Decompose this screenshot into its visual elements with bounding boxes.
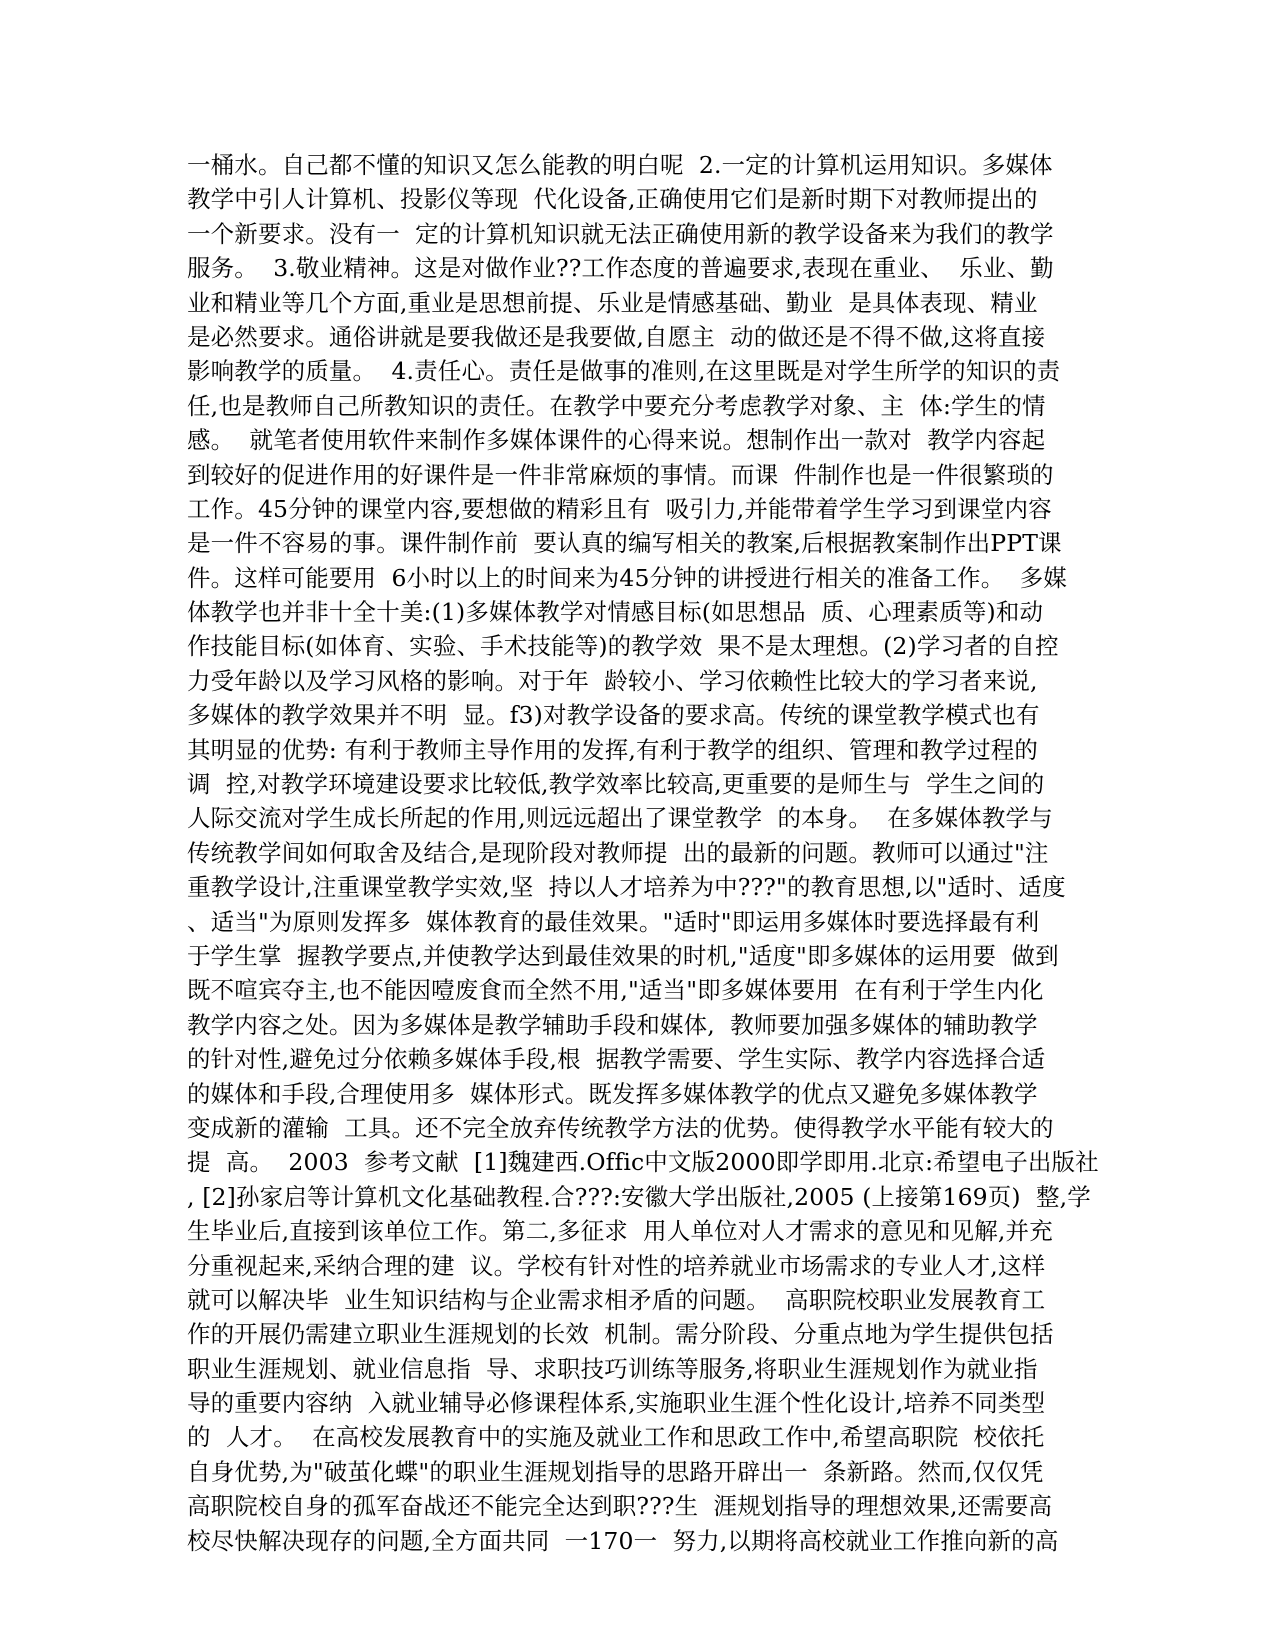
text-line: 感。 就笔者使用软件来制作多媒体课件的心得来说。想制作出一款对 教学内容起 (187, 426, 1046, 455)
text-line: 就可以解决毕 业生知识结构与企业需求相矛盾的问题。 高职院校职业发展教育工 (187, 1285, 1046, 1314)
text-line: 分重视起来,采纳合理的建 议。学校有针对性的培养就业市场需求的专业人才,这样 (187, 1251, 1046, 1280)
text-line: 的 人才。 在高校发展教育中的实施及就业工作和思政工作中,希望高职院 校依托 (187, 1423, 1045, 1452)
text-line: 影响教学的质量。 4.责任心。责任是做事的准则,在这里既是对学生所学的知识的责 (187, 357, 1061, 386)
text-line: , [2]孙家启等计算机文化基础教程.合???:安徽大学出版社,2005 (上接第169页) 整,学 (187, 1182, 1091, 1211)
text-line: 、适当"为原则发挥多 媒体教育的最佳效果。"适时"即运用多媒体时要选择最有利 (187, 907, 1040, 936)
text-line: 业和精业等几个方面,重业是思想前提、乐业是情感基础、勤业 是具体表现、精业 (187, 288, 1038, 317)
text-line: 教学内容之处。因为多媒体是教学辅助手段和媒体, 教师要加强多媒体的辅助教学 (187, 1010, 1038, 1039)
text-line: 高职院校自身的孤军奋战还不能完全达到职???生 涯规划指导的理想效果,还需要高 (187, 1492, 1053, 1521)
text-line: 调 控,对教学环境建设要求比较低,教学效率比较高,更重要的是师生与 学生之间的 (187, 770, 1045, 799)
text-line: 变成新的灌输 工具。还不完全放弃传统教学方法的优势。使得教学水平能有较大的 (187, 1113, 1054, 1142)
text-line: 职业生涯规划、就业信息指 导、求职技巧训练等服务,将职业生涯规划作为就业指 (187, 1354, 1038, 1383)
text-line: 工作。45分钟的课堂内容,要想做的精彩且有 吸引力,并能带着学生学习到课堂内容 (187, 494, 1052, 523)
text-line: 到较好的促进作用的好课件是一件非常麻烦的事情。而课 件制作也是一件很繁琐的 (187, 460, 1054, 489)
text-line: 导的重要内容纳 入就业辅导必修课程体系,实施职业生涯个性化设计,培养不同类型 (187, 1389, 1046, 1418)
text-line: 人际交流对学生成长所起的作用,则远远超出了课堂教学 的本身。 在多媒体教学与 (187, 804, 1053, 833)
text-line: 作技能目标(如体育、实验、手术技能等)的教学效 果不是太理想。(2)学习者的自控 (187, 632, 1059, 661)
text-line: 教学中引人计算机、投影仪等现 代化设备,正确使用它们是新时期下对教师提出的 (187, 185, 1038, 214)
text-line: 件。这样可能要用 6小时以上的时间来为45分钟的讲授进行相关的准备工作。 多媒 (187, 563, 1067, 592)
body-text (187, 148, 1099, 1558)
text-line: 重教学设计,注重课堂教学实效,坚 持以人才培养为中???"的教育思想,以"适时、适度 (187, 873, 1066, 902)
text-line: 其明显的优势: 有利于教师主导作用的发挥,有利于教学的组织、管理和教学过程的 (187, 735, 1039, 764)
text-line: 体教学也并非十全十美:(1)多媒体教学对情感目标(如思想品 质、心理素质等)和动 (187, 598, 1044, 627)
text-line: 自身优势,为"破茧化蝶"的职业生涯规划指导的思路开辟出一 条新路。然而,仅仅凭 (187, 1457, 1044, 1486)
text-line: 于学生掌 握教学要点,并使教学达到最佳效果的时机,"适度"即多媒体的运用要 做到 (187, 941, 1059, 970)
text-line: 的针对性,避免过分依赖多媒体手段,根 据教学需要、学生实际、教学内容选择合适 (187, 1045, 1046, 1074)
text-line: 既不喧宾夺主,也不能因噎废食而全然不用,"适当"即多媒体要用 在有利于学生内化 (187, 976, 1044, 1005)
text-line: 力受年龄以及学习风格的影响。对于年 龄较小、学习依赖性比较大的学习者来说, (187, 666, 1038, 695)
text-line: 是必然要求。通俗讲就是要我做还是我要做,自愿主 动的做还是不得不做,这将直接 (187, 322, 1046, 351)
text-line: 传统教学间如何取舍及结合,是现阶段对教师提 出的最新的问题。教师可以通过"注 (187, 838, 1049, 867)
text-line: 提 高。 2003 参考文献 [1]魏建西.Offic中文版2000即学即用.北京:希望电子出版社 (187, 1148, 1099, 1177)
text-line: 多媒体的教学效果并不明 显。f3)对教学设备的要求高。传统的课堂教学模式也有 (187, 701, 1040, 730)
text-line: 服务。 3.敬业精神。这是对做作业??工作态度的普遍要求,表现在重业、 乐业、勤 (187, 254, 1054, 283)
text-line: 一桶水。自己都不懂的知识又怎么能教的明白呢 2.一定的计算机运用知识。多媒体 (187, 151, 1053, 179)
text-line: 作的开展仍需建立职业生涯规划的长效 机制。需分阶段、分重点地为学生提供包括 (187, 1320, 1054, 1349)
text-line: 是一件不容易的事。课件制作前 要认真的编写相关的教案,后根据教案制作出PPT课 (187, 529, 1062, 558)
text-line: 一个新要求。没有一 定的计算机知识就无法正确使用新的教学设备来为我们的教学 (187, 219, 1054, 248)
text-line: 任,也是教师自己所教知识的责任。在教学中要充分考虑教学对象、主 体:学生的情 (187, 391, 1046, 420)
text-line: 生毕业后,直接到该单位工作。第二,多征求 用人单位对人才需求的意见和见解,并充 (187, 1217, 1053, 1246)
text-line: 的媒体和手段,合理使用多 媒体形式。既发挥多媒体教学的优点又避免多媒体教学 (187, 1079, 1038, 1108)
text-line: 校尽快解决现存的问题,全方面共同 一170一 努力,以期将高校就业工作推向新的高 (187, 1526, 1059, 1555)
